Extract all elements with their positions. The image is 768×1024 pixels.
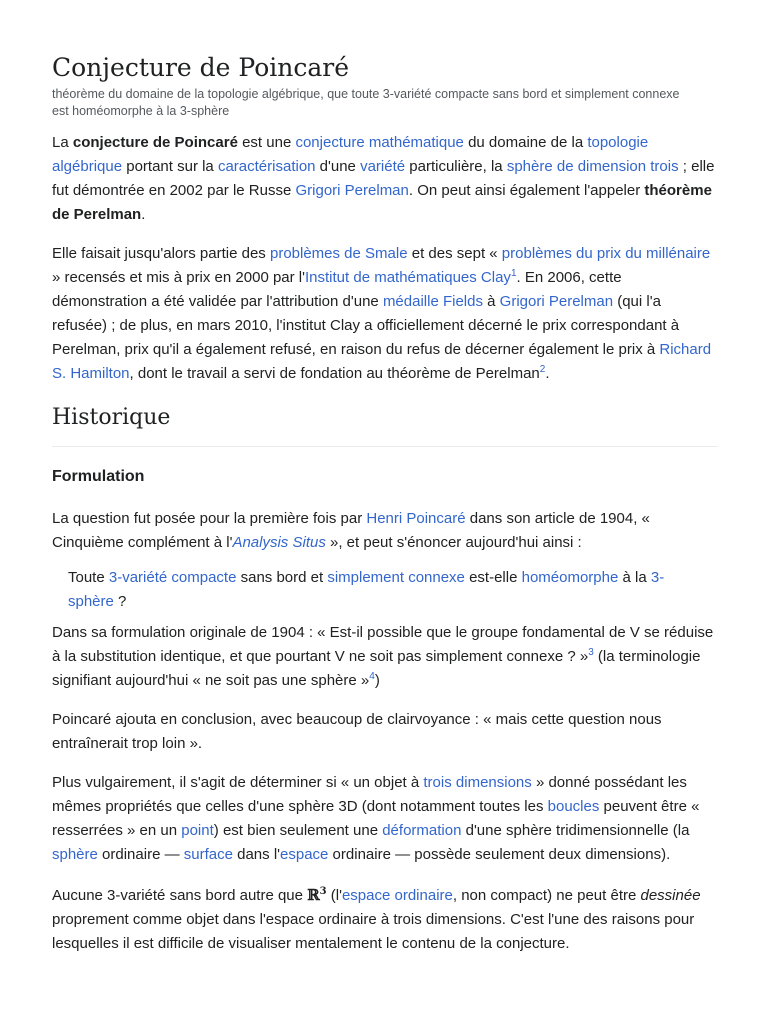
link-conjecture[interactable]: conjecture mathématique xyxy=(295,134,464,151)
link-surface[interactable]: surface xyxy=(183,846,233,863)
intro-paragraph: La conjecture de Poincaré est une conjecture mathématique du domaine de la topologie algébrique portant sur la caractérisation d'une variété particulière, la sphère de dimension trois ; elle fut démontrée en 2002 par le Russe Grigori Perelman. On peut ainsi également l'appeler théorème de Perelman. xyxy=(52,134,715,223)
bold-term: conjecture de Poincaré xyxy=(72,134,238,151)
link-deformation[interactable]: déformation xyxy=(382,822,462,839)
visualisation-paragraph: Aucune 3-variété sans bord autre que ℝ$^3$ (l'espace ordinaire, non compact) ne peut être dessinée proprement comme objet dans l'espace ordinaire à trois dimensions. C'est l'une des raisons pour lesquelles il est difficile de visualiser mentalement le contenu de la conjecture. xyxy=(52,886,701,952)
link-espace-ordinaire[interactable]: espace ordinaire xyxy=(341,887,453,904)
link-simplement-connexe[interactable]: simplement connexe xyxy=(327,569,465,586)
link-millenaire[interactable]: problèmes du prix du millénaire xyxy=(501,245,711,262)
link-point[interactable]: point xyxy=(181,822,214,839)
link-caracterisation[interactable]: caractérisation xyxy=(217,158,316,175)
link-analysis-situs[interactable]: Analysis Situs xyxy=(232,534,326,551)
footnote-3[interactable]: 3 xyxy=(588,647,594,658)
link-variete[interactable]: variété xyxy=(360,158,406,175)
link-perelman-2[interactable]: Grigori Perelman xyxy=(499,293,614,310)
link-3-variete[interactable]: 3-variété compacte xyxy=(108,569,237,586)
formulation-paragraph: La question fut posée pour la première fois par Henri Poincaré dans son article de 1904, « Cinquième complément à l'Analysis Situs », et peut s'énoncer aujourd'hui ainsi : xyxy=(52,510,650,551)
quote-paragraph: Toute 3-variété compacte sans bord et simplement connexe est-elle homéomorphe à la 3-sphère ? xyxy=(68,569,665,610)
r3-symbol: ℝ$^3$ xyxy=(307,886,327,904)
link-perelman[interactable]: Grigori Perelman xyxy=(295,182,409,199)
original-formulation-paragraph: Dans sa formulation originale de 1904 : « Est-il possible que le groupe fondamental de V se réduise à la substitution identique, et que pourtant V ne soit pas simplement connexe ? »$^3$ (la terminologie signifiant aujourd'hui « ne soit pas une sphère »$^4$) xyxy=(52,624,714,689)
link-poincare[interactable]: Henri Poincaré xyxy=(366,510,466,527)
section-heading: Historique xyxy=(52,405,171,430)
link-smale[interactable]: problèmes de Smale xyxy=(269,245,408,262)
link-hamilton[interactable]: Richard S. Hamilton xyxy=(52,341,712,382)
page-subtitle: théorème du domaine de la topologie algébrique, que toute 3-variété compacte sans bord et simplement connexe est homéomorphe à la 3-sphère xyxy=(52,87,680,118)
link-3-sphere[interactable]: 3-sphère xyxy=(68,569,665,610)
link-fields[interactable]: médaille Fields xyxy=(382,293,483,310)
link-trois-dimensions[interactable]: trois dimensions xyxy=(423,774,532,791)
vulgarisation-paragraph: Plus vulgairement, il s'agit de déterminer si « un objet à trois dimensions » donné possédant les mêmes propriétés que celles d'une sphère 3D (dont notamment toutes les boucles peuvent être « resserrées » en un point) est bien seulement une déformation d'une sphère tridimensionnelle (la sphère ordinaire — surface dans l'espace ordinaire — possède seulement deux dimensions). xyxy=(52,774,700,863)
link-homeomorphe[interactable]: homéomorphe xyxy=(521,569,619,586)
link-topologie[interactable]: topologie algébrique xyxy=(52,134,649,175)
footnote-4[interactable]: 4 xyxy=(369,671,375,682)
conclusion-paragraph: Poincaré ajouta en conclusion, avec beaucoup de clairvoyance : « mais cette question nous entraînerait trop loin ». xyxy=(52,711,662,752)
link-sphere-dim-trois[interactable]: sphère de dimension trois xyxy=(506,158,679,175)
link-boucles[interactable]: boucles xyxy=(547,798,600,815)
section-divider xyxy=(52,446,718,447)
page-title: Conjecture de Poincaré xyxy=(52,53,350,82)
footnote-1[interactable]: 1 xyxy=(510,268,517,279)
link-clay[interactable]: Institut de mathématiques Clay xyxy=(305,269,511,286)
footnote-2[interactable]: 2 xyxy=(539,364,546,375)
link-sphere[interactable]: sphère xyxy=(52,846,98,863)
link-espace[interactable]: espace xyxy=(280,846,329,863)
bold-term: théorème de Perelman xyxy=(52,182,712,223)
prize-paragraph: Elle faisait jusqu'alors partie des problèmes de Smale et des sept « problèmes du prix du millénaire » recensés et mis à prix en 2000 par l'Institut de mathématiques Clay$^1$. En 2006, cette démonstration a été validée par l'attribution d'une médaille Fields à Grigori Perelman (qui l'a refusée) ; de plus, en mars 2010, l'institut Clay a officiellement décerné le prix correspondant à Perelman, prix qu'il a également refusé, en raison du refus de décerner également le prix à Richard S. Hamilton, dont le travail a servi de fondation au théorème de Perelman$^2$. xyxy=(52,245,712,382)
subsection-heading: Formulation xyxy=(52,468,145,485)
